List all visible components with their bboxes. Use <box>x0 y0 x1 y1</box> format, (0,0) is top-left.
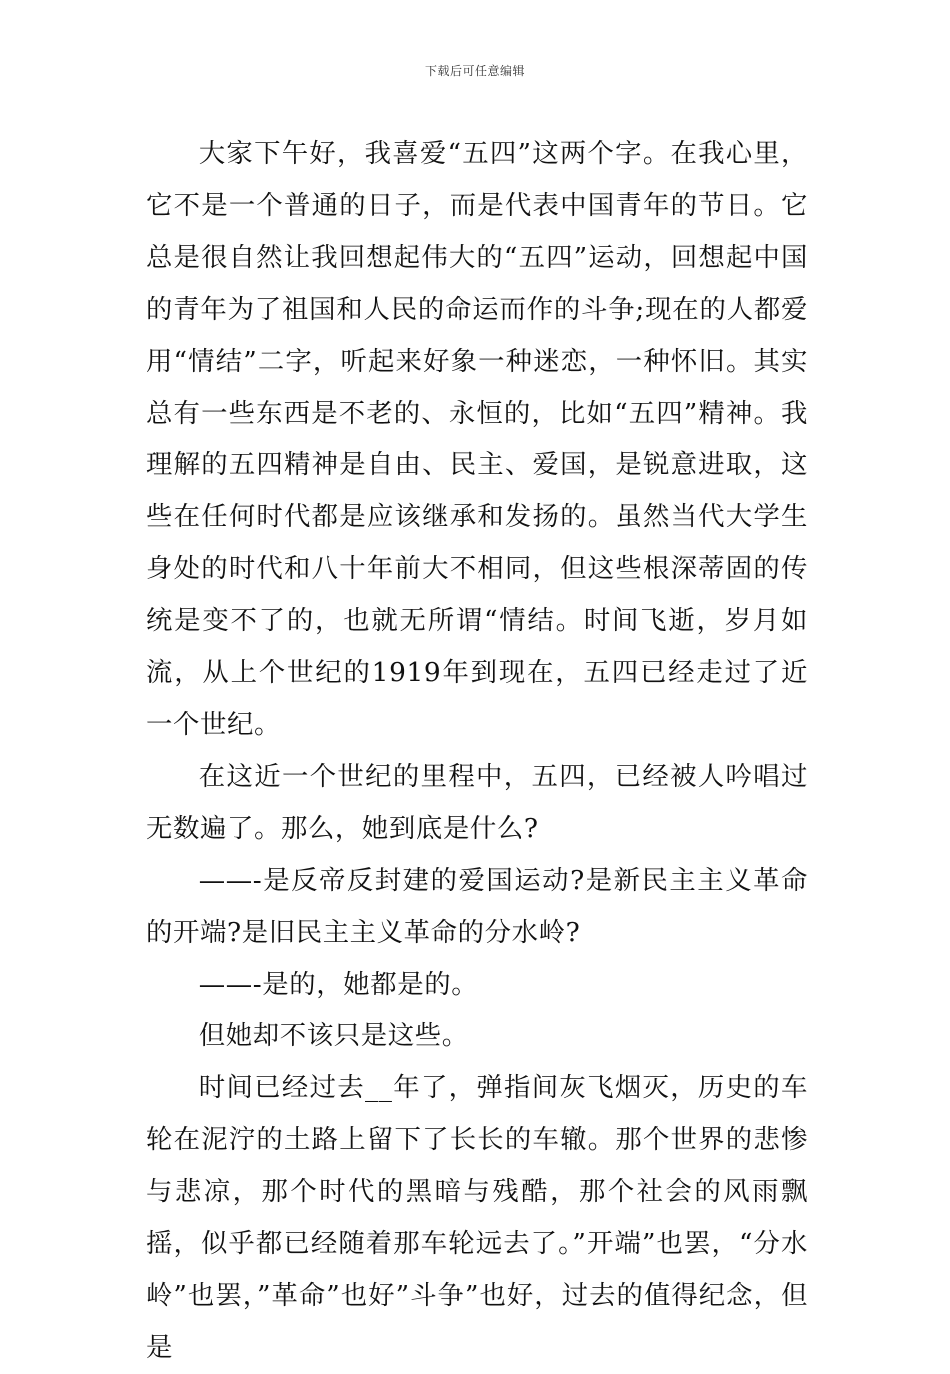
document-body <box>146 128 808 1374</box>
paragraph-4: ——-是的，她都是的。 <box>198 968 479 1000</box>
page-header-note: 下载后可任意编辑 <box>424 64 525 78</box>
paragraph-2: 在这近一个世纪的里程中，五四，已经被人吟唱过无数遍了。那么，她到底是什么? <box>146 760 808 844</box>
paragraph-1: 大家下午好，我喜爱“五四”这两个字。在我心里，它不是一个普通的日子，而是代表中国青年的节日。它总是很自然让我回想起伟大的“五四”运动，回想起中国的青年为了祖国和人民的命运而作的斗争;现在的人都爱用“情结”二字，听起来好象一种迷恋，一种怀旧。其实总有一些东西是不老的、永恒的，比如“五四”精神。我理解的五四精神是自由、民主、爱国，是锐意进取，这些在任何时代都是应该继承和发扬的。虽然当代大学生身处的时代和八十年前大不相同，但这些根深蒂固的传统是变不了的，也就无所谓“情结。时间飞逝，岁月如流，从上个世纪的1919年到现在，五四已经走过了近一个世纪。 <box>146 138 808 740</box>
paragraph-3: ——-是反帝反封建的爱国运动?是新民主主义革命的开端?是旧民主主义革命的分水岭? <box>146 864 808 948</box>
paragraph-5: 但她却不该只是这些。 <box>198 1020 469 1052</box>
paragraph-6: 时间已经过去__年了，弹指间灰飞烟灭，历史的车轮在泥泞的土路上留下了长长的车辙。那个世界的悲惨与悲凉，那个时代的黑暗与残酷，那个社会的风雨飘摇，似乎都已经随着那车轮远去了。”开端”也罢，“分水岭”也罢，”革命”也好”斗争”也好，过去的值得纪念，但是 <box>146 1072 808 1363</box>
